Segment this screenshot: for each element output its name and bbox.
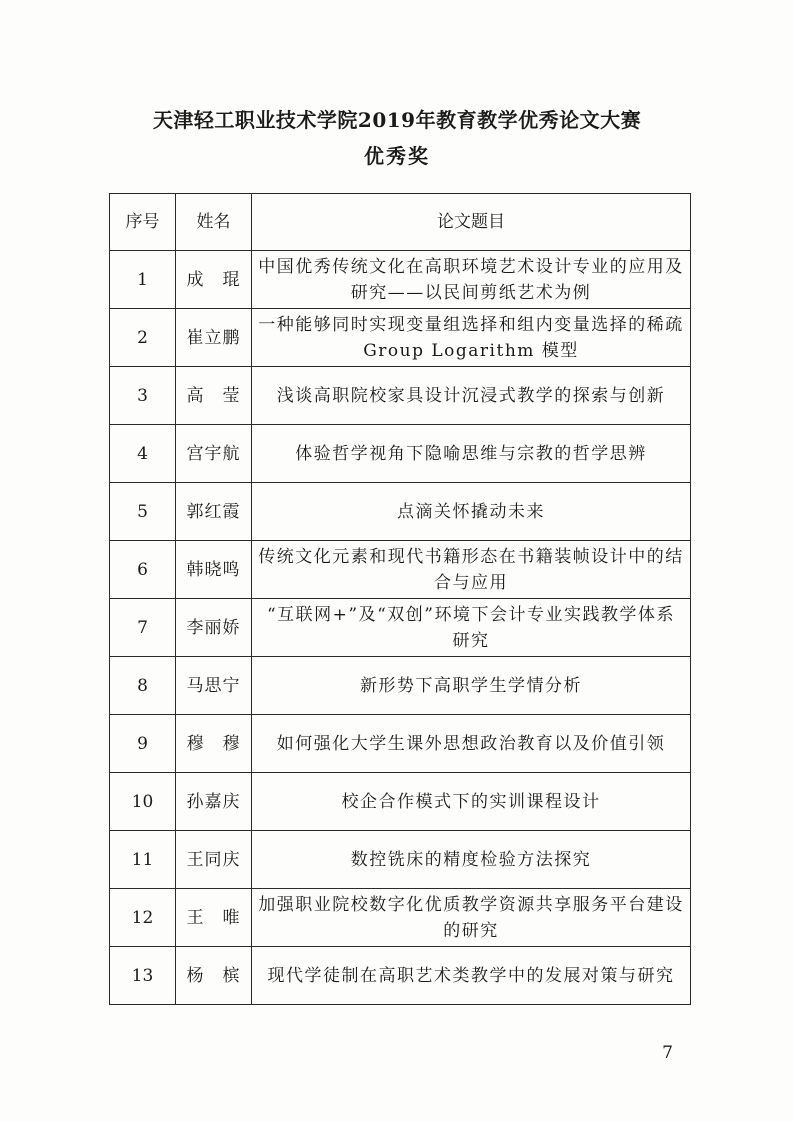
author-name: 穆 穆 [176,715,252,773]
row-number: 4 [110,425,176,483]
row-number: 8 [110,657,176,715]
paper-title: 体验哲学视角下隐喻思维与宗教的哲学思辨 [252,425,691,483]
table-row [110,773,691,831]
table-row [110,309,691,367]
paper-title: “互联网+”及“双创”环境下会计专业实践教学体系研究 [252,599,691,657]
award-table [109,193,691,1005]
author-name: 成 琨 [176,251,252,309]
table-row [110,367,691,425]
row-number: 6 [110,541,176,599]
paper-title: 新形势下高职学生学情分析 [252,657,691,715]
document-title: 天津轻工职业技术学院2019年教育教学优秀论文大赛 [152,108,642,132]
author-name: 杨 槟 [176,947,252,1005]
row-number: 13 [110,947,176,1005]
paper-title: 现代学徒制在高职艺术类教学中的发展对策与研究 [252,947,691,1005]
author-name: 宫宇航 [176,425,252,483]
author-name: 马思宁 [176,657,252,715]
paper-title: 浅谈高职院校家具设计沉浸式教学的探索与创新 [252,367,691,425]
author-name: 高 莹 [176,367,252,425]
table-row [110,425,691,483]
paper-title: 校企合作模式下的实训课程设计 [252,773,691,831]
paper-title: 点滴关怀撬动未来 [252,483,691,541]
author-name: 李丽娇 [176,599,252,657]
row-number: 10 [110,773,176,831]
paper-title: 如何强化大学生课外思想政治教育以及价值引领 [252,715,691,773]
paper-title: 中国优秀传统文化在高职环境艺术设计专业的应用及研究——以民间剪纸艺术为例 [252,251,691,309]
table-row [110,483,691,541]
table-row [110,715,691,773]
author-name: 王同庆 [176,831,252,889]
author-name: 韩晓鸣 [176,541,252,599]
table-row [110,657,691,715]
row-number: 3 [110,367,176,425]
row-number: 1 [110,251,176,309]
author-name: 王 唯 [176,889,252,947]
row-number: 7 [110,599,176,657]
header-number: 序号 [110,194,176,251]
row-number: 5 [110,483,176,541]
author-name: 孙嘉庆 [176,773,252,831]
row-number: 2 [110,309,176,367]
row-number: 11 [110,831,176,889]
author-name: 崔立鹏 [176,309,252,367]
paper-title: 加强职业院校数字化优质教学资源共享服务平台建设的研究 [252,889,691,947]
table-row [110,251,691,309]
table-header-row [110,194,691,251]
table-row [110,541,691,599]
table-row [110,599,691,657]
table-row [110,831,691,889]
header-paper-title: 论文题目 [252,194,691,251]
award-level-heading: 优秀奖 [364,144,430,168]
row-number: 9 [110,715,176,773]
table-row [110,889,691,947]
paper-title: 一种能够同时实现变量组选择和组内变量选择的稀疏Group Logarithm 模型 [252,309,691,367]
page-number: 7 [662,1043,673,1063]
author-name: 郭红霞 [176,483,252,541]
paper-title: 传统文化元素和现代书籍形态在书籍装帧设计中的结合与应用 [252,541,691,599]
header-name: 姓名 [176,194,252,251]
table-row [110,947,691,1005]
row-number: 12 [110,889,176,947]
paper-title: 数控铣床的精度检验方法探究 [252,831,691,889]
